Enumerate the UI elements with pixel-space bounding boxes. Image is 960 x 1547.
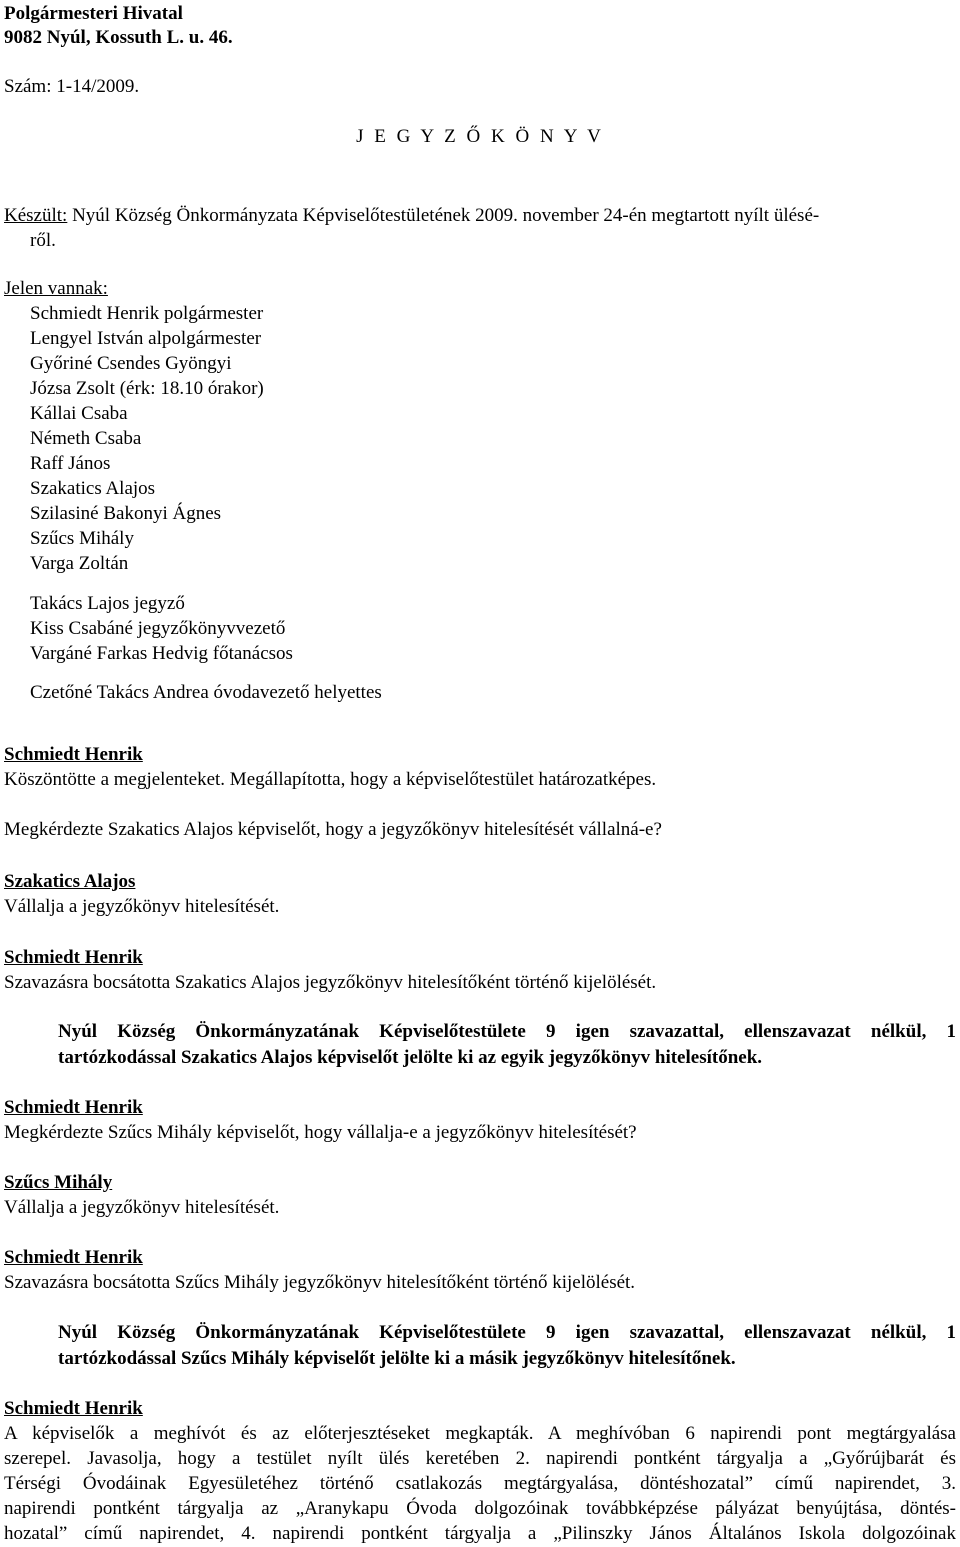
member-name: Szakatics Alajos	[30, 478, 156, 499]
resolution-line: Nyúl Község Önkormányzatának Képviselőtestülete 9 igen szavazattal, ellenszavazat nélkül, 1	[58, 1322, 956, 1343]
member-name: Győriné Csendes Gyöngyi	[30, 353, 232, 374]
member-name: Raff János	[30, 453, 111, 474]
member-name: Szilasiné Bakonyi Ágnes	[30, 503, 222, 524]
staff-name: Takács Lajos jegyző	[30, 593, 185, 614]
speaker-name: Szűcs Mihály	[4, 1172, 113, 1193]
member-name: Józsa Zsolt (érk: 18.10 órakor)	[30, 378, 264, 399]
member-name: Németh Csaba	[30, 428, 142, 449]
speaker-name: Szakatics Alajos	[4, 871, 136, 892]
agenda-paragraph	[4, 1421, 956, 1546]
speech-text: Szavazásra bocsátotta Szűcs Mihály jegyzőkönyv hitelesítőként történő kijelölését.	[4, 1272, 636, 1293]
resolution	[58, 1019, 956, 1071]
made-line	[4, 203, 819, 228]
resolution	[58, 1320, 956, 1372]
office-address: 9082 Nyúl, Kossuth L. u. 46.	[4, 27, 233, 48]
member-name: Schmiedt Henrik polgármester	[30, 303, 264, 324]
speech-text: Megkérdezte Szűcs Mihály képviselőt, hogy vállalja-e a jegyzőkönyv hitelesítését?	[4, 1122, 637, 1143]
speaker-name: Schmiedt Henrik	[4, 947, 143, 968]
speech-text: Köszöntötte a megjelenteket. Megállapította, hogy a képviselőtestület határozatképes.	[4, 769, 657, 790]
document-title: J E G Y Z Ő K Ö N Y V	[356, 126, 604, 147]
member-name: Varga Zoltán	[30, 553, 129, 574]
made-label: Készült:	[4, 205, 68, 226]
staff-name: Vargáné Farkas Hedvig főtanácsos	[30, 643, 293, 664]
speaker-name: Schmiedt Henrik	[4, 744, 143, 765]
speech-text: Megkérdezte Szakatics Alajos képviselőt, hogy a jegyzőkönyv hitelesítését vállalná-e?	[4, 819, 662, 840]
paragraph-line: A képviselők a meghívót és az előterjesztéseket megkapták. A meghívóban 6 napirendi pont megtárgyalása	[4, 1423, 956, 1444]
speech-text: Szavazásra bocsátotta Szakatics Alajos jegyzőkönyv hitelesítőként történő kijelölését.	[4, 972, 657, 993]
member-name: Szűcs Mihály	[30, 528, 134, 549]
speaker-name: Schmiedt Henrik	[4, 1097, 143, 1118]
paragraph-line: hozatal” című napirendet, 4. napirendi pontként tárgyalja a „Pilinszky János Általános Iskola dolgozóinak	[4, 1523, 956, 1544]
member-name: Kállai Csaba	[30, 403, 128, 424]
guest-name: Czetőné Takács Andrea óvodavezető helyettes	[30, 682, 382, 703]
present-label: Jelen vannak:	[4, 278, 108, 299]
reference-number: Szám: 1-14/2009.	[4, 76, 140, 97]
resolution-line: Nyúl Község Önkormányzatának Képviselőtestülete 9 igen szavazattal, ellenszavazat nélkül, 1	[58, 1021, 956, 1042]
member-name: Lengyel István alpolgármester	[30, 328, 262, 349]
speech-text: Vállalja a jegyzőkönyv hitelesítését.	[4, 1197, 280, 1218]
paragraph-line: napirendi pontként tárgyalja az „Aranykapu Óvoda dolgozóinak továbbképzése pályázat benyújtása, döntés-	[4, 1498, 956, 1519]
made-text: Nyúl Község Önkormányzata Képviselőtestületének 2009. november 24-én megtartott nyílt ülésé-	[67, 205, 820, 226]
staff-name: Kiss Csabáné jegyzőkönyvvezető	[30, 618, 286, 639]
speaker-name: Schmiedt Henrik	[4, 1247, 143, 1268]
speech-text: Vállalja a jegyzőkönyv hitelesítését.	[4, 896, 280, 917]
paragraph-line: Térségi Óvodáinak Egyesületéhez történő csatlakozás megtárgyalása, döntéshozatal” című napirendet, 3.	[4, 1473, 956, 1494]
office-name: Polgármesteri Hivatal	[4, 3, 183, 24]
made-text-continued: ről.	[30, 230, 56, 251]
resolution-line: tartózkodással Szakatics Alajos képviselőt jelölte ki az egyik jegyzőkönyv hitelesítőnek.	[58, 1047, 763, 1068]
paragraph-line: szerepel. Javasolja, hogy a testület nyílt ülés keretében 2. napirendi pontként tárgyalja a „Győrújbarát és	[4, 1448, 956, 1469]
resolution-line: tartózkodással Szűcs Mihály képviselőt jelölte ki a másik jegyzőkönyv hitelesítőnek.	[58, 1348, 736, 1369]
speaker-name: Schmiedt Henrik	[4, 1398, 143, 1419]
